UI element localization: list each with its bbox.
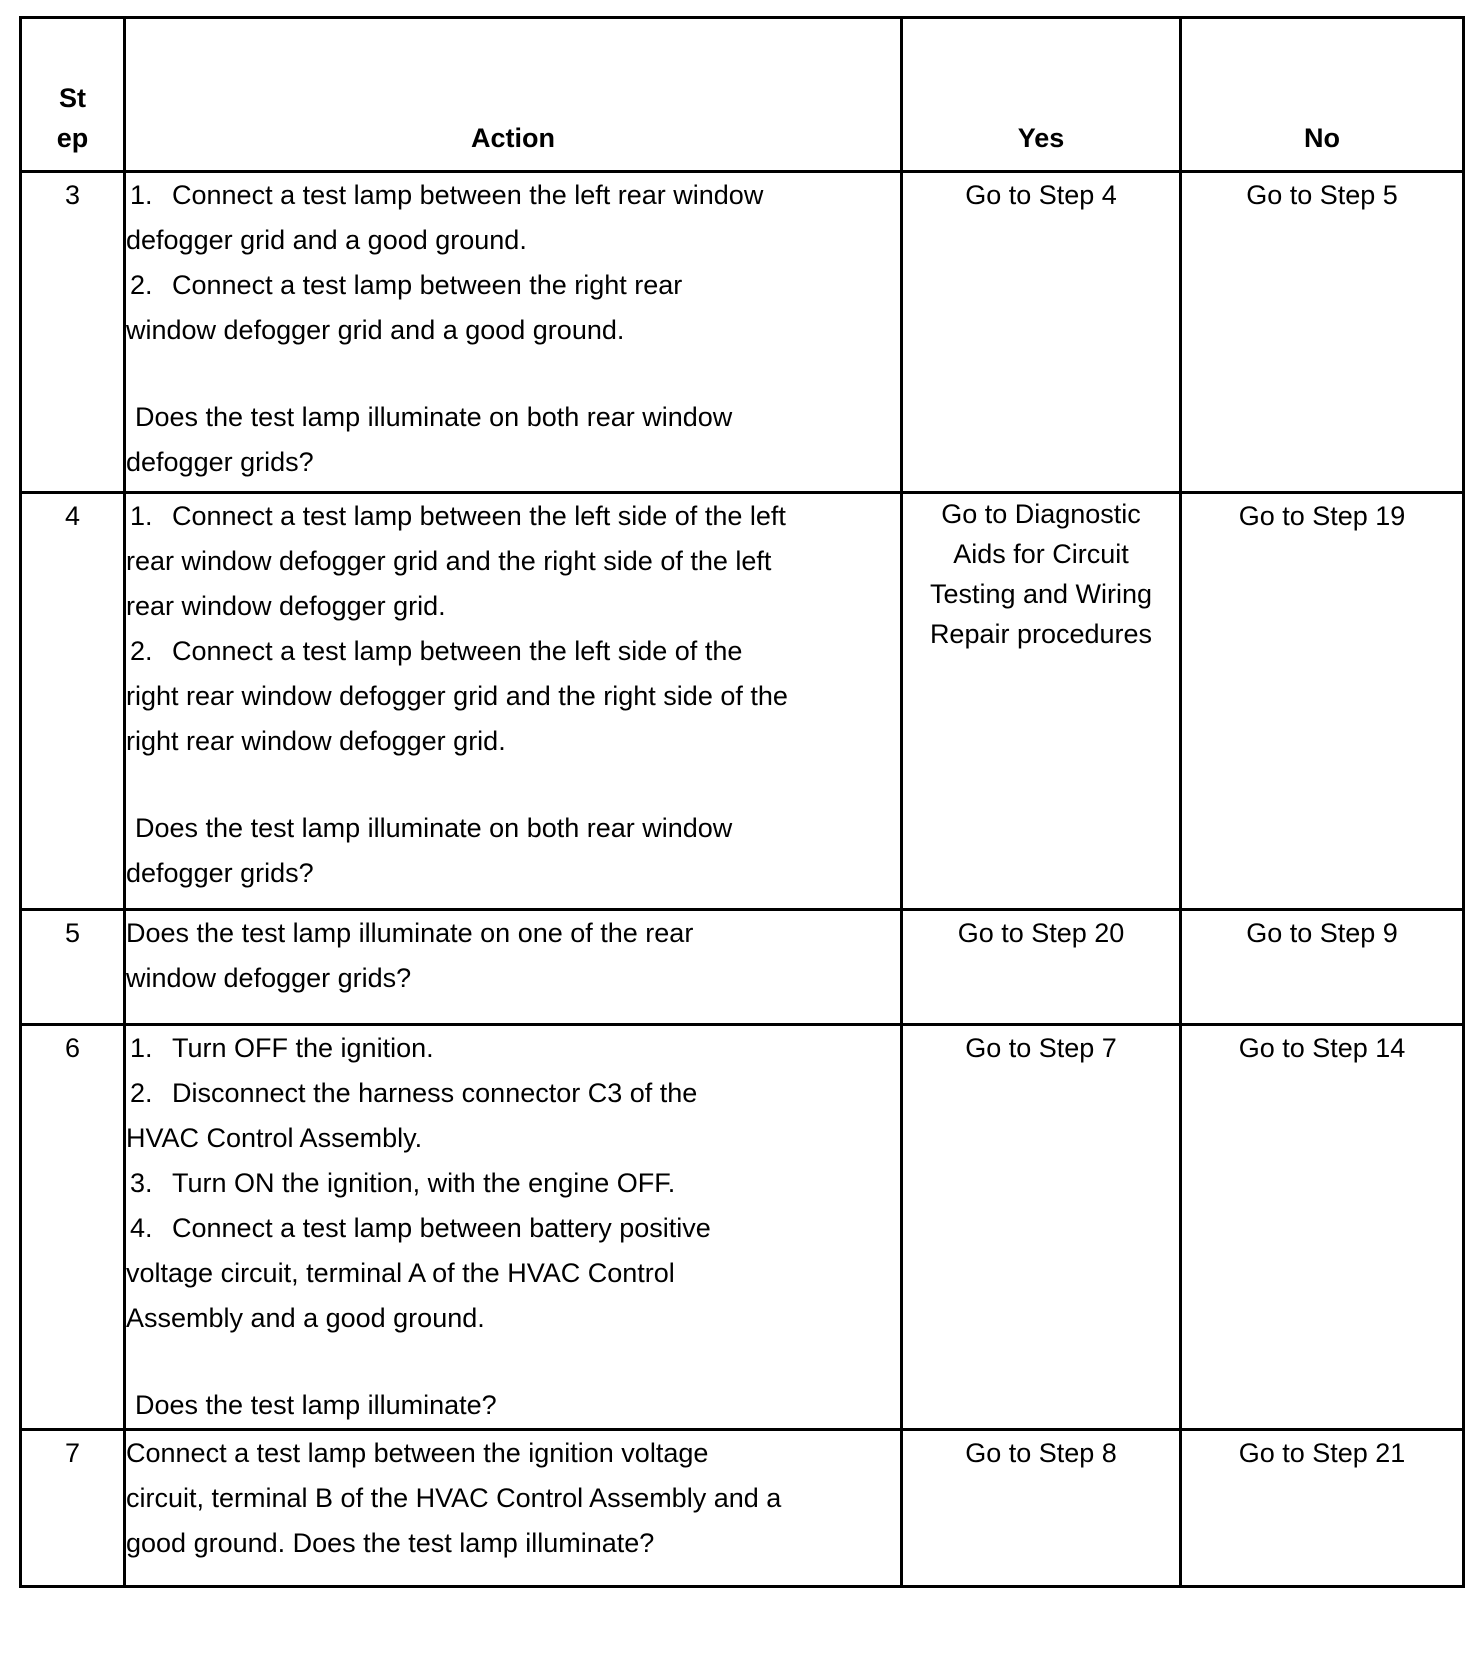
header-no: No <box>1181 18 1464 172</box>
no-result: Go to Step 14 <box>1181 1025 1464 1430</box>
action-question: Does the test lamp illuminate on both rear window <box>135 402 733 432</box>
diagnostic-steps-table <box>19 16 1465 1588</box>
no-result: Go to Step 19 <box>1181 493 1464 910</box>
table-row <box>21 1430 1464 1587</box>
step-number: 7 <box>21 1430 125 1587</box>
no-result: Go to Step 5 <box>1181 172 1464 493</box>
action-cell <box>125 172 902 493</box>
action-cell <box>125 1025 902 1430</box>
action-line: right rear window defogger grid and the right side of the <box>126 681 788 711</box>
no-result: Go to Step 21 <box>1181 1430 1464 1587</box>
step-number: 3 <box>21 172 125 493</box>
action-line: 2. Connect a test lamp between the left side of the <box>130 636 743 666</box>
step-number: 6 <box>21 1025 125 1430</box>
action-cell <box>125 1430 902 1587</box>
header-yes: Yes <box>902 18 1181 172</box>
action-cell <box>125 910 902 1025</box>
action-line: 1. Connect a test lamp between the left side of the left <box>130 501 786 531</box>
table-row <box>21 1025 1464 1430</box>
no-result: Go to Step 9 <box>1181 910 1464 1025</box>
action-line: 1. Turn OFF the ignition. <box>130 1033 434 1063</box>
action-line: window defogger grids? <box>126 963 412 993</box>
step-number: 4 <box>21 493 125 910</box>
action-line: good ground. Does the test lamp illuminate? <box>126 1528 655 1558</box>
header-step <box>21 18 125 172</box>
action-line: Connect a test lamp between the ignition voltage <box>126 1438 709 1468</box>
action-line: 2. Disconnect the harness connector C3 of the <box>130 1078 698 1108</box>
yes-result: Go to Step 20 <box>902 910 1181 1025</box>
action-line: 1. Connect a test lamp between the left rear window <box>130 180 764 210</box>
yes-result: Go to Diagnostic Aids for Circuit Testing and Wiring Repair procedures <box>902 493 1181 910</box>
header-action: Action <box>125 18 902 172</box>
action-question: Does the test lamp illuminate on both rear window <box>135 813 733 843</box>
header-row <box>21 18 1464 172</box>
action-line: 3. Turn ON the ignition, with the engine OFF. <box>130 1168 676 1198</box>
action-line: window defogger grid and a good ground. <box>126 315 625 345</box>
action-line: circuit, terminal B of the HVAC Control Assembly and a <box>126 1483 782 1513</box>
header-step-label: St ep <box>56 83 89 153</box>
action-question: defogger grids? <box>126 447 314 477</box>
yes-result: Go to Step 7 <box>902 1025 1181 1430</box>
step-number: 5 <box>21 910 125 1025</box>
table-row <box>21 910 1464 1025</box>
action-line: right rear window defogger grid. <box>126 726 506 756</box>
action-line: HVAC Control Assembly. <box>126 1123 423 1153</box>
action-cell <box>125 493 902 910</box>
action-line: voltage circuit, terminal A of the HVAC Control <box>126 1258 675 1288</box>
table-row <box>21 172 1464 493</box>
action-question: Does the test lamp illuminate? <box>135 1390 497 1420</box>
table-row <box>21 493 1464 910</box>
action-line: defogger grid and a good ground. <box>126 225 527 255</box>
action-line: Does the test lamp illuminate on one of the rear <box>126 918 694 948</box>
action-line: rear window defogger grid and the right side of the left <box>126 546 772 576</box>
action-line: 2. Connect a test lamp between the right rear <box>130 270 683 300</box>
yes-result: Go to Step 4 <box>902 172 1181 493</box>
action-line: 4. Connect a test lamp between battery positive <box>130 1213 711 1243</box>
action-line: rear window defogger grid. <box>126 591 446 621</box>
action-question: defogger grids? <box>126 858 314 888</box>
yes-result: Go to Step 8 <box>902 1430 1181 1587</box>
action-line: Assembly and a good ground. <box>126 1303 485 1333</box>
